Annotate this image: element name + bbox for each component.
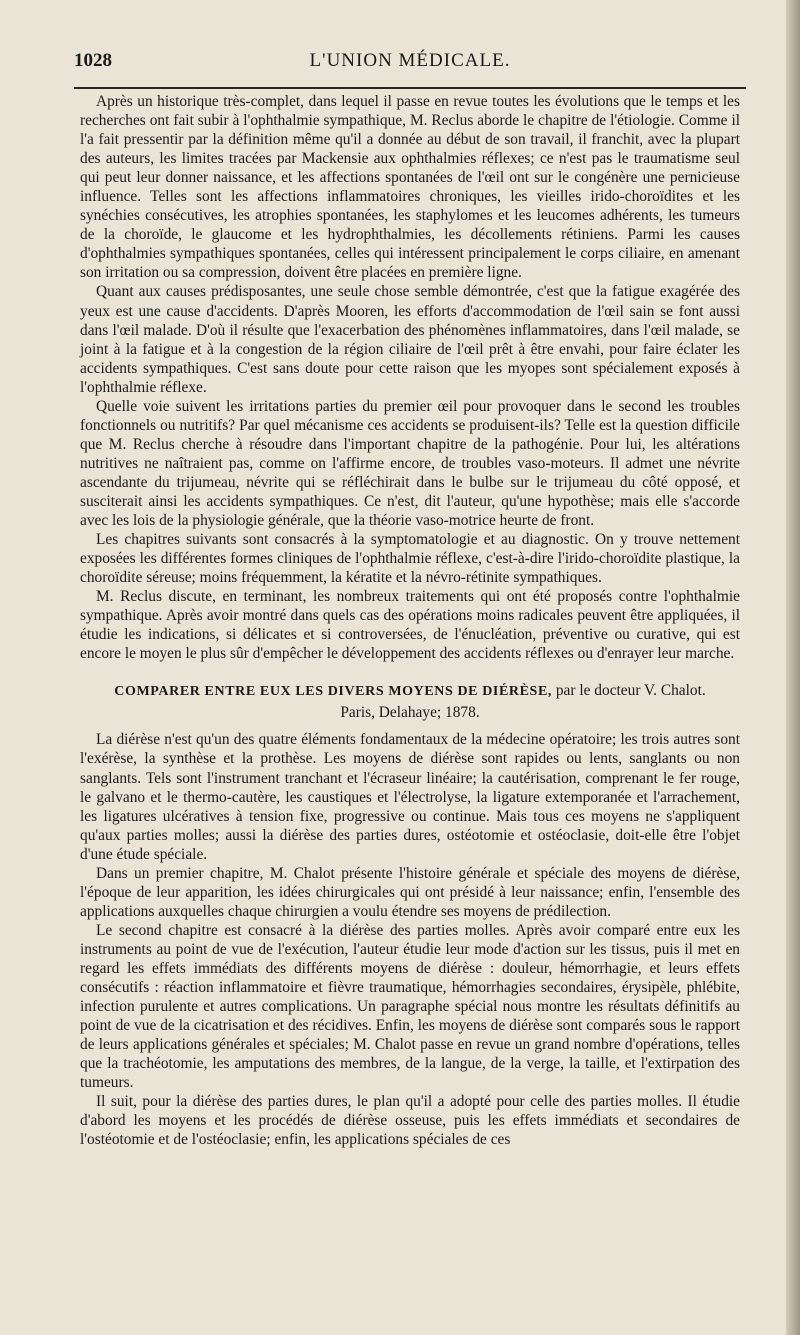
review-heading bbox=[80, 680, 740, 723]
page-binding-shadow bbox=[786, 0, 800, 1335]
review-publisher: Paris, Delahaye; 1878. bbox=[340, 704, 480, 722]
article-body bbox=[80, 92, 740, 1149]
paragraph-predisposing-causes: Quant aux causes prédisposantes, une seule chose semble démontrée, c'est que la fatigue exagérée des yeux est une cause d'accidents. D'après Mooren, les efforts d'accommodation de l'œil sain se font aussi dans l'œil malade. D'où il résulte que l'exacerbation des phénomènes inflammatoires, dans l'œil malade, se joint à la fatigue et à la congestion de la région ciliaire de l'œil prêt à être envahi, pour faire éclater les accidents sympathiques. C'est sans doute pour cette raison que les myopes sont spécialement exposés à l'ophthalmie réflexe. bbox=[80, 283, 740, 396]
paragraph-hard-parts: Il suit, pour la diérèse des parties dures, le plan qu'il a adopté pour celle des parties molles. Il étudie d'abord les moyens et les procédés de diérèse osseuse, puis les effets immédiats et secondaires de l'ostéotomie et de l'ostéoclasie; enfin, les applications spéciales de ces bbox=[80, 1093, 740, 1149]
header-rule bbox=[74, 87, 746, 89]
running-title: L'UNION MÉDICALE. bbox=[309, 50, 511, 71]
paragraph-first-chapter: Dans un premier chapitre, M. Chalot présente l'histoire générale et spéciale des moyens de diérèse, l'époque de leur apparition, les idées chirurgicales qui ont présidé à leur naissance; enfin, l'ensemble des applications auxquelles chaque chirurgien a voulu étendre ses moyens de prédilection. bbox=[80, 864, 740, 920]
review-byline: par le docteur V. Chalot. bbox=[555, 682, 706, 700]
paragraph-pathogeny: Quelle voie suivent les irritations parties du premier œil pour provoquer dans le second les troubles fonctionnels ou nutritifs? Par quel mécanisme ces accidents se produisent-ils? Telle est la question difficile que M. Reclus cherche à résoudre dans l'important chapitre de la pathogénie. Pour lui, les altérations nutritives ne naîtraient pas, comme on l'affirme encore, de troubles vaso-moteurs. Il admet une névrite ascendante du trijumeau, névrite qui se réfléchirait dans le bulbe sur le trijumeau du côté opposé, et susciterait ainsi les accidents sympathiques. Ce n'est, dit l'auteur, qu'une hypothèse; mais elle s'accorde avec les lois de la physiologie générale, que la théorie vaso-motrice heurte de front. bbox=[80, 397, 740, 530]
page-number: 1028 bbox=[74, 50, 112, 71]
paragraph-etiology: Après un historique très-complet, dans lequel il passe en revue toutes les évolutions que le temps et les recherches ont fait subir à l'ophthalmie sympathique, M. Reclus aborde le chapitre de l'étiologie. Comme il l'a fait pressentir par la définition même qu'il a donnée au début de son travail, il franchit, avec la plupart des auteurs, les limites tracées par Mackensie aux ophthalmies réflexes; ce n'est pas le traumatisme seul qui peut leur donner naissance, et les affections spontanées de l'œil ont sur le congénère une pernicieuse influence. Telles sont les affections inflammatoires chroniques, les vieilles irido-choroïdites et les synéchies consécutives, les atrophies spontanées, les staphylomes et les leucomes adhérents, les tumeurs de la choroïde, le glaucome et les hydrophthalmies, les décollements rétiniens. Parmi les causes d'ophthalmies sympathiques spontanées, celles qui intéressent principalement le corps ciliaire, en amenant son irritation ou sa compression, doivent être placées en première ligne. bbox=[80, 93, 740, 282]
paragraph-second-chapter: Le second chapitre est consacré à la diérèse des parties molles. Après avoir comparé entre eux les instruments au point de vue de l'exécution, l'auteur étudie leur mode d'action sur les tissus, puis il met en regard les effets immédiats des différents moyens de diérèse : douleur, hémorrhagie, et leurs effets consécutifs : réaction inflammatoire et fièvre traumatique, hémorrhagies secondaires, érysipèle, phlébite, infection purulente et autres complications. Un paragraphe spécial nous montre les résultats définitifs au point de vue de la cicatrisation et des récidives. Enfin, les moyens de diérèse sont comparés sous le rapport de leurs applications générales et spéciales; M. Chalot passe en revue un grand nombre d'opérations, telles que la trachéotomie, les amputations des membres, de la langue, de la verge, la taille, et l'extirpation des tumeurs. bbox=[80, 921, 740, 1092]
paragraph-treatment: M. Reclus discute, en terminant, les nombreux traitements qui ont été proposés contre l'ophthalmie sympathique. Après avoir montré dans quels cas des opérations moins radicales peuvent être appliquées, il étudie les indications, si délicates et si controversées, de l'énucléation, préventive ou curative, qui est encore le moyen le plus sûr d'empêcher le développement des accidents réflexes ou d'enrayer leur marche. bbox=[80, 588, 740, 663]
review-title: COMPARER ENTRE EUX LES DIVERS MOYENS DE DIÉRÈSE, bbox=[114, 684, 552, 700]
paragraph-dierese-intro: La diérèse n'est qu'un des quatre éléments fondamentaux de la médecine opératoire; les trois autres sont l'exérèse, la synthèse et la prothèse. Les moyens de diérèse sont rapides ou lents, sanglants ou non sanglants. Tels sont l'instrument tranchant et l'écraseur linéaire; la cautérisation, comprenant le fer rouge, le galvano et le thermo-cautère, les caustiques et l'électrolyse, la ligature extemporanée et l'arrachement, les ligatures ulcératives à tension fixe, progressive ou continue. Mais tous ces moyens ne s'appliquent qu'aux parties molles; aussi la diérèse des parties dures, ostéotomie et ostéoclasie, doit-elle être l'objet d'une étude spéciale. bbox=[80, 731, 740, 863]
paragraph-symptomatology: Les chapitres suivants sont consacrés à la symptomatologie et au diagnostic. On y trouve nettement exposées les différentes formes cliniques de l'ophthalmie réflexe, c'est-à-dire l'irido-choroïdite plastique, la choroïdite séreuse; moins fréquemment, la kératite et la névro-rétinite sympathiques. bbox=[80, 531, 740, 587]
page-header bbox=[70, 50, 750, 80]
